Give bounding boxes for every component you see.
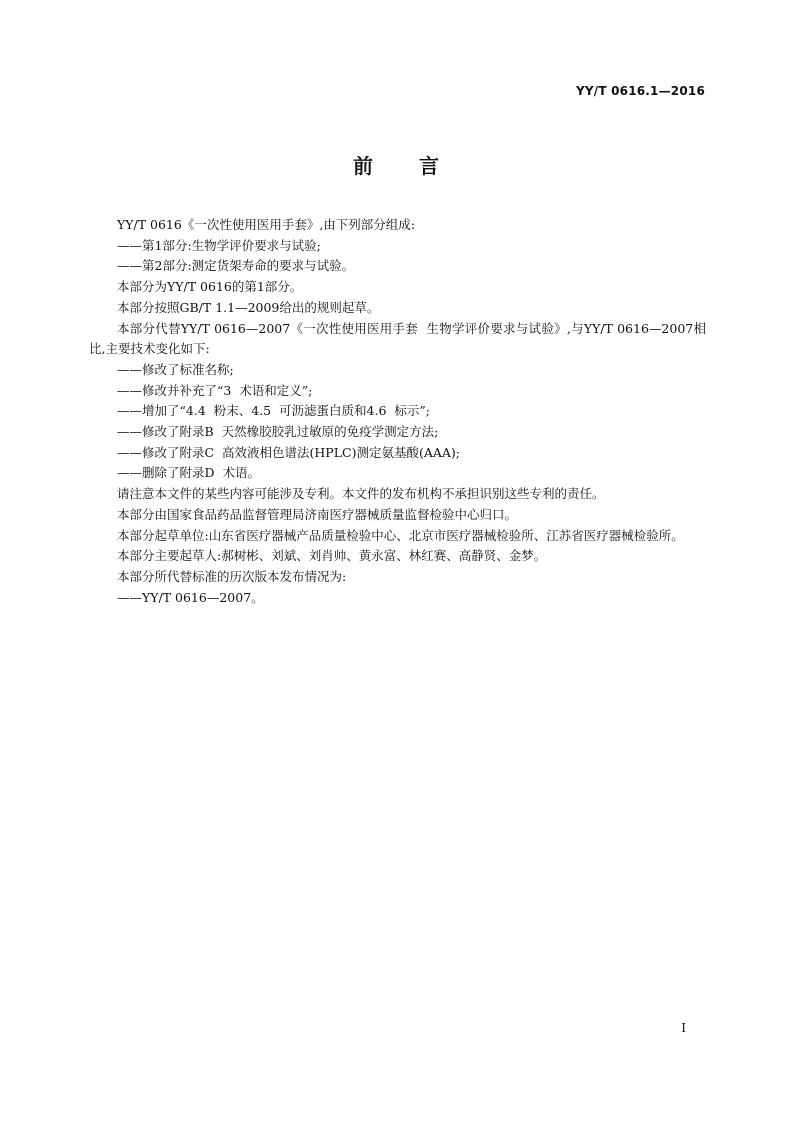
paragraph-part-1: ——第1部分:生物学评价要求与试验; (117, 237, 321, 253)
paragraph-parts-intro: YY/T 0616《一次性使用医用手套》,由下列部分组成: (117, 217, 416, 232)
paragraph-history-intro: 本部分所代替标准的历次版本发布情况为: (117, 568, 347, 584)
paragraph-replaces: 本部分代替YY/T 0616—2007《一次性使用医用手套 生物学评价要求与试验》,与YY/T 0616—2007相比,主要技术变化如下: (89, 320, 706, 357)
paragraph-patent-notice: 请注意本文件的某些内容可能涉及专利。本文件的发布机构不承担识别这些专利的责任。 (117, 486, 605, 502)
page-number: I (681, 1021, 686, 1035)
paragraph-drafters: 本部分主要起草人:郝树彬、刘斌、刘肖帅、黄永富、林红赛、高静贤、金梦。 (117, 548, 547, 564)
standard-code: YY/T 0616.1—2016 (575, 84, 705, 98)
paragraph-drafting-units: 本部分起草单位:山东省医疗器械产品质量检验中心、北京市医疗器械检验所、江苏省医疗器械检验所。 (117, 527, 684, 543)
paragraph-part-2: ——第2部分:测定货架寿命的要求与试验。 (117, 258, 355, 274)
paragraph-drafting-rules: 本部分按照GB/T 1.1—2009给出的规则起草。 (117, 299, 380, 315)
change-item-annex-d: ——删除了附录D 术语。 (117, 465, 260, 481)
history-item-2007: ——YY/T 0616—2007。 (117, 589, 264, 605)
change-item-annex-b: ——修改了附录B 天然橡胶胶乳过敏原的免疫学测定方法; (117, 424, 439, 440)
change-item-terms: ——修改并补充了“3 术语和定义”; (117, 382, 313, 398)
change-item-added-clauses: ——增加了“4.4 粉末、4.5 可沥滤蛋白质和4.6 标示”; (117, 403, 430, 419)
page-title-part-2: 言 (419, 154, 441, 178)
change-item-annex-c: ——修改了附录C 高效液相色谱法(HPLC)测定氨基酸(AAA); (117, 444, 460, 460)
foreword-body (89, 215, 706, 608)
paragraph-responsible-unit: 本部分由国家食品药品监督管理局济南医疗器械质量监督检验中心归口。 (117, 506, 518, 522)
change-item-title: ——修改了标准名称; (117, 361, 234, 377)
paragraph-this-part: 本部分为YY/T 0616的第1部分。 (117, 279, 303, 295)
page-title (0, 150, 794, 179)
page-title-part-1: 前 (353, 154, 375, 178)
